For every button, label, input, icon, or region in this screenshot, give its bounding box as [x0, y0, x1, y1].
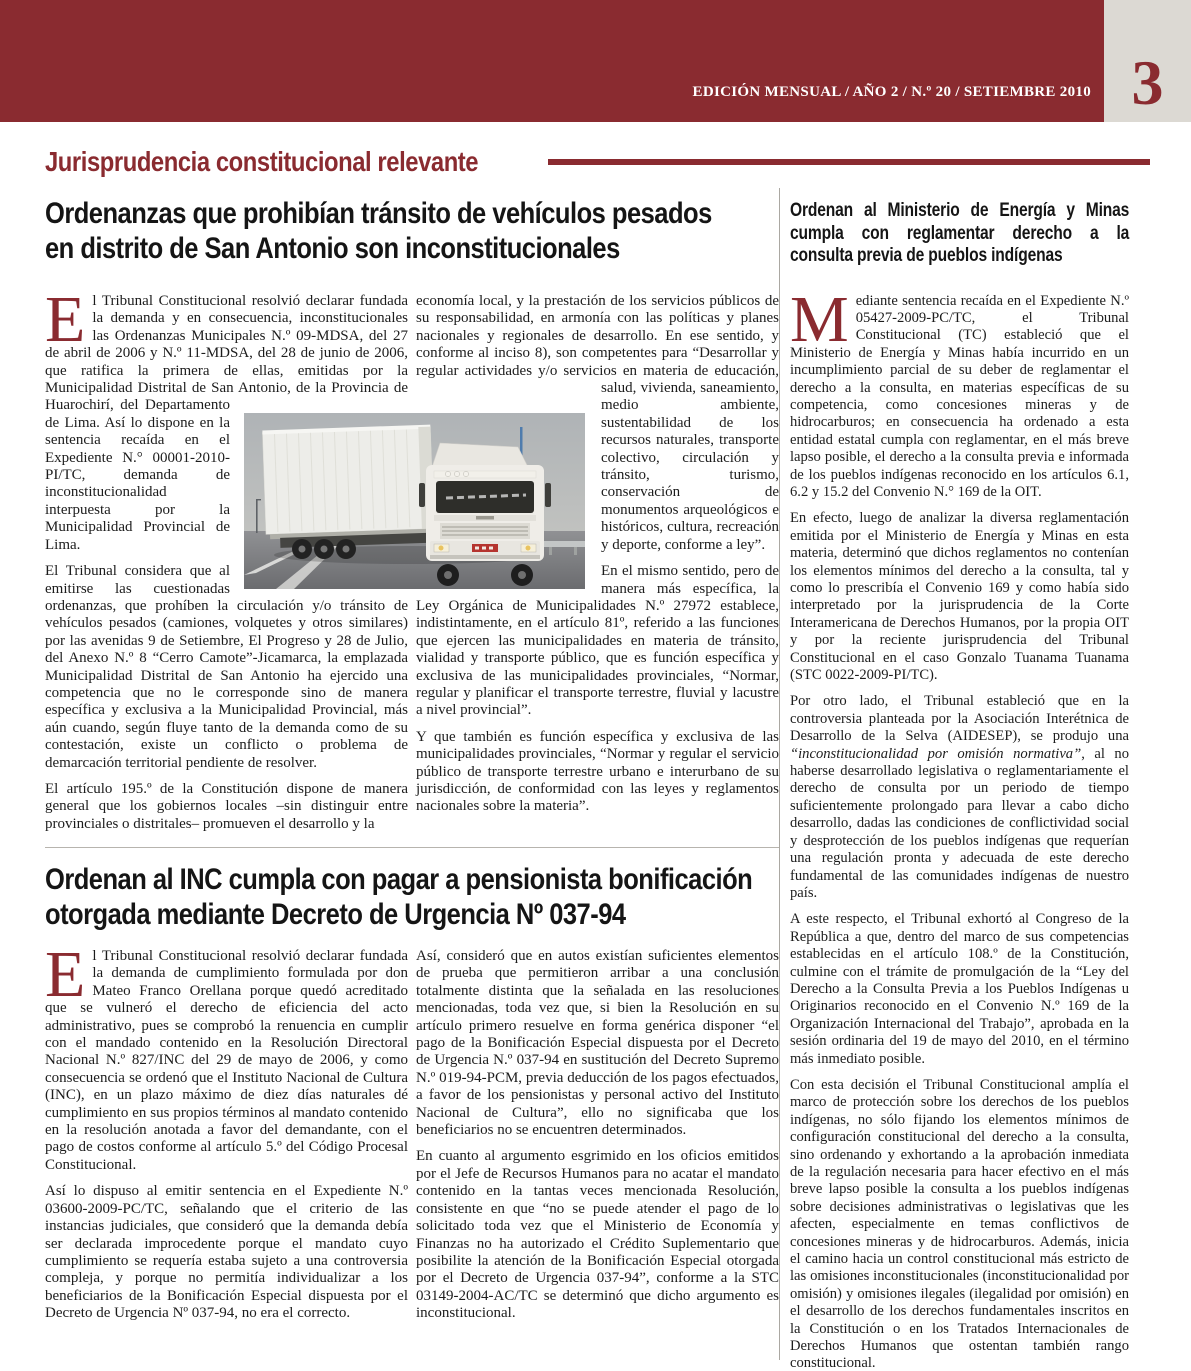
paragraph: Y que también es función específica y exclusiva de las municipalidades provinciales, “Normar y regular el servicio público de transporte terrestre urbano e interurbano de su jurisdicción, de conformidad con las leyes y reglamentos nacionales sobre la materia”. — [416, 728, 779, 815]
truck-photo — [244, 413, 585, 589]
dropcap: E — [45, 293, 86, 356]
title-line: Ordenan al Ministerio de Energía y Minas — [790, 199, 1130, 221]
section-heading: Jurisprudencia constitucional relevante — [45, 146, 479, 177]
paragraph: Con esta decisión el Tribunal Constitucional amplía el marco de protección sobre los derechos de los pueblos indígenas, no sólo fijando los elementos mínimos de configuración constitucional del derecho a la consulta, sino ordenando y exhortando a la aprobación inmediata de la regulación necesaria para hacer efectivo en el más breve lapso posible la consulta a los pueblos indígenas sobre decisiones administrativas o legislativas que les afecten, especialmente en temas conflictivos de concesiones mineras y de hidrocarburos. Además, inicia el camino hacia un control constitucional más estricto de las omisiones inconstitucionales (inconstitucionalidad por omisión) y omisiones ilegales (ilegalidad por omisión) en el desarrollo de los derechos fundamentales inscritos en la Constitución o en los Tratados Internacionales de Derechos Humanos que ostentan también rango constitucional. — [790, 1076, 1129, 1371]
section-heading-rule — [548, 159, 1150, 165]
title-line: cumpla con reglamentar derecho a la — [790, 221, 1130, 244]
paragraph-text: l Tribunal Constitucional resolvió declarar fundada la demanda de cumplimiento formulada por don Mateo Franco Orellana porque quedó acreditado que se vulneró el derecho de eficiencia del acto administrativo, pues se comprobó la renuencia en cumplir con el mandado contenido en la Resolución Directoral Nacional N.º 827/INC del 29 de mayo de 2006, y como consecuencia se ordenó que el Instituto Nacional de Cultura (INC), en un plazo máximo de diez días naturales dé cumplimiento en sus propios términos al mandato contenido en la resolución anotada a favor del demandante, con el pago de costos conforme al artículo 5.º del Código Procesal Constitucional. — [45, 948, 408, 1173]
paragraph-text: l Tribunal Constitucional resolvió declarar fundada la demanda y en consecuencia, inconstitucionales las Ordenanzas Municipales N.º 09-MDSA, del 27 de abril de 2006 y N.º 11-MDSA, del 28 de junio de 2006, que ratifica la primera de ellas, emitidas por la Municipalidad Distrital de San Antonio, — [45, 293, 408, 397]
article-body — [790, 293, 1129, 1371]
article-column-middle — [416, 948, 779, 1371]
paragraph-text: , al no haberse desarrollado legislativa o reglamentariamente el derecho de consulta por un periodo de tiempo suficientemente prolongado para llevar a cabo dicho desarrollo, dadas las condiciones de conflictividad social y desprotección de los pueblos indígenas que requerían una regulación pronta y adecuada de este derecho fundamental de las comunidades indígenas de nuestro país. — [790, 745, 1129, 901]
article-columns — [45, 948, 779, 1371]
masthead-bar — [0, 0, 1104, 122]
paragraph: En cuanto al argumento esgrimido en los oficios emitidos por el Jefe de Recursos Humanos para no acatar el mandato contenido en la tantas veces mencionada Resolución, consistente en que “no se puede atender el pago de lo solicitado toda vez que el Ministerio de Economía y Finanzas no ha autorizado el Crédito Suplementario que posibilite la atención de la Bonificación Especial otorgada por el Decreto de Urgencia 037-94”, conforme a la STC 03149-2004-AC/TC se determinó que dicho argumento es inconstitucional. — [416, 1148, 779, 1322]
article-title — [790, 199, 1129, 267]
title-line: Ordenan al INC cumpla con pagar a pensionista bonificación — [45, 863, 753, 896]
article-title — [45, 862, 779, 932]
paragraph-text: Por otro lado, el Tribunal estableció que en la controversia planteada por la Asociación Interétnica de Desarrollo de la Selva (AIDESEP), se produjo una — [790, 693, 1129, 745]
paragraph — [790, 693, 1129, 902]
paragraph: Así, consideró que en autos existían suficientes elementos de prueba que permitieron arribar a una conclusión totalmente distinta que la señalada en las resoluciones mencionadas, toda vez que, si bien la Resolución en su artículo primero resuelve en forma genérica disponer “el pago de la Bonificación Especial dispuesta por el Decreto de Urgencia N.º 037-94 en sustitución del Decreto Supremo N.º 019-94-PCM, previa deducción de los pagos efectuados, a favor de los pensionistas y personal activo del Instituto Nacional de Cultura”, ello no significaba que los beneficiarios no se encuentren determinados. — [416, 948, 779, 1139]
paragraph: A este respecto, el Tribunal exhortó al Congreso de la República a que, dentro del marco de sus competencias establecidas en el artículo 108.º de la Constitución, culmine con el trámite de promulgación de la “Ley del Derecho a la Consulta Previa a los Pueblos Indígenas u Originarios reconocido en el Convenio N.º 169 de la Organización Internacional del Trabajo”, aprobada en la sesión ordinaria del 19 de mayo del 2010, en el término más inmediato posible. — [790, 911, 1129, 1067]
truck-photo-illustration — [244, 413, 585, 589]
title-line: consulta previa de pueblos indígenas — [790, 244, 1063, 266]
article-title — [45, 196, 779, 266]
title-line: en distrito de San Antonio son inconstitucionales — [45, 232, 620, 265]
paragraph-text: economía local, y la prestación de los servicios públicos de su responsabilidad, en armonía con las políticas y planes nacionales y regionales de desarrollo. En ese sentido, y conforme al inciso 8), son competentes para “Desarrollar y regular actividades y/o servicios en materia de educación, salud, vivienda, — [416, 293, 779, 397]
paragraph: En el mismo sentido, pero de manera más específica, la Ley Orgánica de Municipalidades N.º 27972 establece, indistintamente, en el artículo 81º, referido a las funciones que ejercen las municipalidades en materia de tránsito, vialidad y transporte público, que es función específica y exclusiva de las municipalidades provinciales, “Normar, regular y planificar el transporte terrestre, fluvial y lacustre a nivel provincial”. — [416, 563, 779, 719]
paragraph — [790, 293, 1129, 502]
trailer-wheels — [292, 539, 356, 559]
dropcap: M — [790, 292, 849, 356]
title-line: Ordenanzas que prohibían tránsito de vehículos pesados — [45, 197, 712, 230]
paragraph: El artículo 195.º de la Constitución dispone de manera general que los gobiernos locales –sin distinguir entre provinciales o distritales– promueven el desarrollo y la — [45, 780, 408, 832]
paragraph-text: de la Provincia de Huarochirí, del Departamento de Lima. Así lo dispone en la sentencia recaída en el Expediente N.° 00001-2010-PI/TC, demanda de inconstitucionalidad interpuesta por la Municipalidad Provincial de Lima. — [45, 380, 408, 553]
paragraph-text: ediante sentencia recaída en el Expediente N.º 05427-2009-PC/TC, el Tribunal Constitucional (TC) estableció que el Ministerio de Energía y Minas había incurrido en un incumplimiento parcial de su deber de reglamentar el derecho a la consulta, en materias específicas de su competencia, como concesiones mineras y de hidrocarburos; en consecuencia ha ordenado a esta entidad estatal cumpla con reglamentar, en el más breve lapso posible, el derecho a la consulta previa e informada de los pueblos indígenas reconocido en los artículos 6.1, 6.2 y 15.2 del Convenio N.° 169 de la OIT. — [790, 292, 1129, 500]
paragraph: En efecto, luego de analizar la diversa reglamentación emitida por el Ministerio de Energía y Minas en esta materia, determinó que dichos reglamentos no contenían los elementos mínimos del derecho a la consulta, tal y como lo prescribía el Convenio 169 y como había sido interpretado por la jurisprudencia de la Corte Interamericana de Derechos Humanos, por la propia OIT y por la reciente jurisprudencia del Tribunal Constitucional en el caso Gonzalo Tuanama Tuanama (STC 0022-2009-PI/TC). — [790, 510, 1129, 684]
paragraph: El Tribunal considera que al emitirse las cuestionadas ordenanzas, que prohíben la circulación y/o tránsito de vehículos pesados (camiones, volquetes y otros similares) por las avenidas 9 de Setiembre, El Progreso y 28 de Julio, del Anexo N.º 8 “Cerro Camote”-Jicamarca, la emplazada Municipalidad Distrital de San Antonio ha ejercido una competencia que no le corresponde sino de manera específica y exclusiva a la Municipalidad Provincial, más aún cuando, según fluye tanto de la demanda como de su contestación, existe un conflicto o problema de demarcación territorial pendiente de resolver. — [45, 563, 408, 771]
edition-line: EDICIÓN MENSUAL / AÑO 2 / N.º 20 / SETIEMBRE 2010 — [692, 84, 1091, 100]
article-inc-bonificacion — [45, 862, 779, 1371]
page-number: 3 — [1131, 46, 1164, 118]
title-line: otorgada mediante Decreto de Urgencia Nº 037-94 — [45, 898, 626, 931]
dropcap: E — [45, 948, 86, 1011]
column-divider — [779, 188, 780, 1360]
paragraph — [45, 948, 408, 1174]
truck-trailer — [262, 425, 434, 549]
page-number-box — [1104, 0, 1191, 122]
paragraph-text: saneamiento, medio ambiente, sustentabilidad de los recursos naturales, transporte colectivo, circulación y tránsito, turismo, conservación de monumentos arqueológicos e históricos, cultura, recreación y deporte, conforme a ley”. — [601, 380, 779, 553]
italic-phrase: “inconstitucionalidad por omisión normativa” — [790, 745, 1082, 762]
article-column-left — [45, 948, 408, 1371]
article-energia-minas — [790, 199, 1129, 1371]
paragraph: Así lo dispuso al emitir sentencia en el Expediente N.º 03600-2009-PC/TC, señalando que el criterio de las instancias judiciales, que consideró que la demanda debía ser declarada improcedente porque el mandato cuyo cumplimiento se requería estaba sujeto a una controversia compleja, y porque no permitía individualizar a los beneficiarios de la Bonificación Especial dispuesta por el Decreto de Urgencia Nº 037-94, no era el correcto. — [45, 1183, 408, 1322]
